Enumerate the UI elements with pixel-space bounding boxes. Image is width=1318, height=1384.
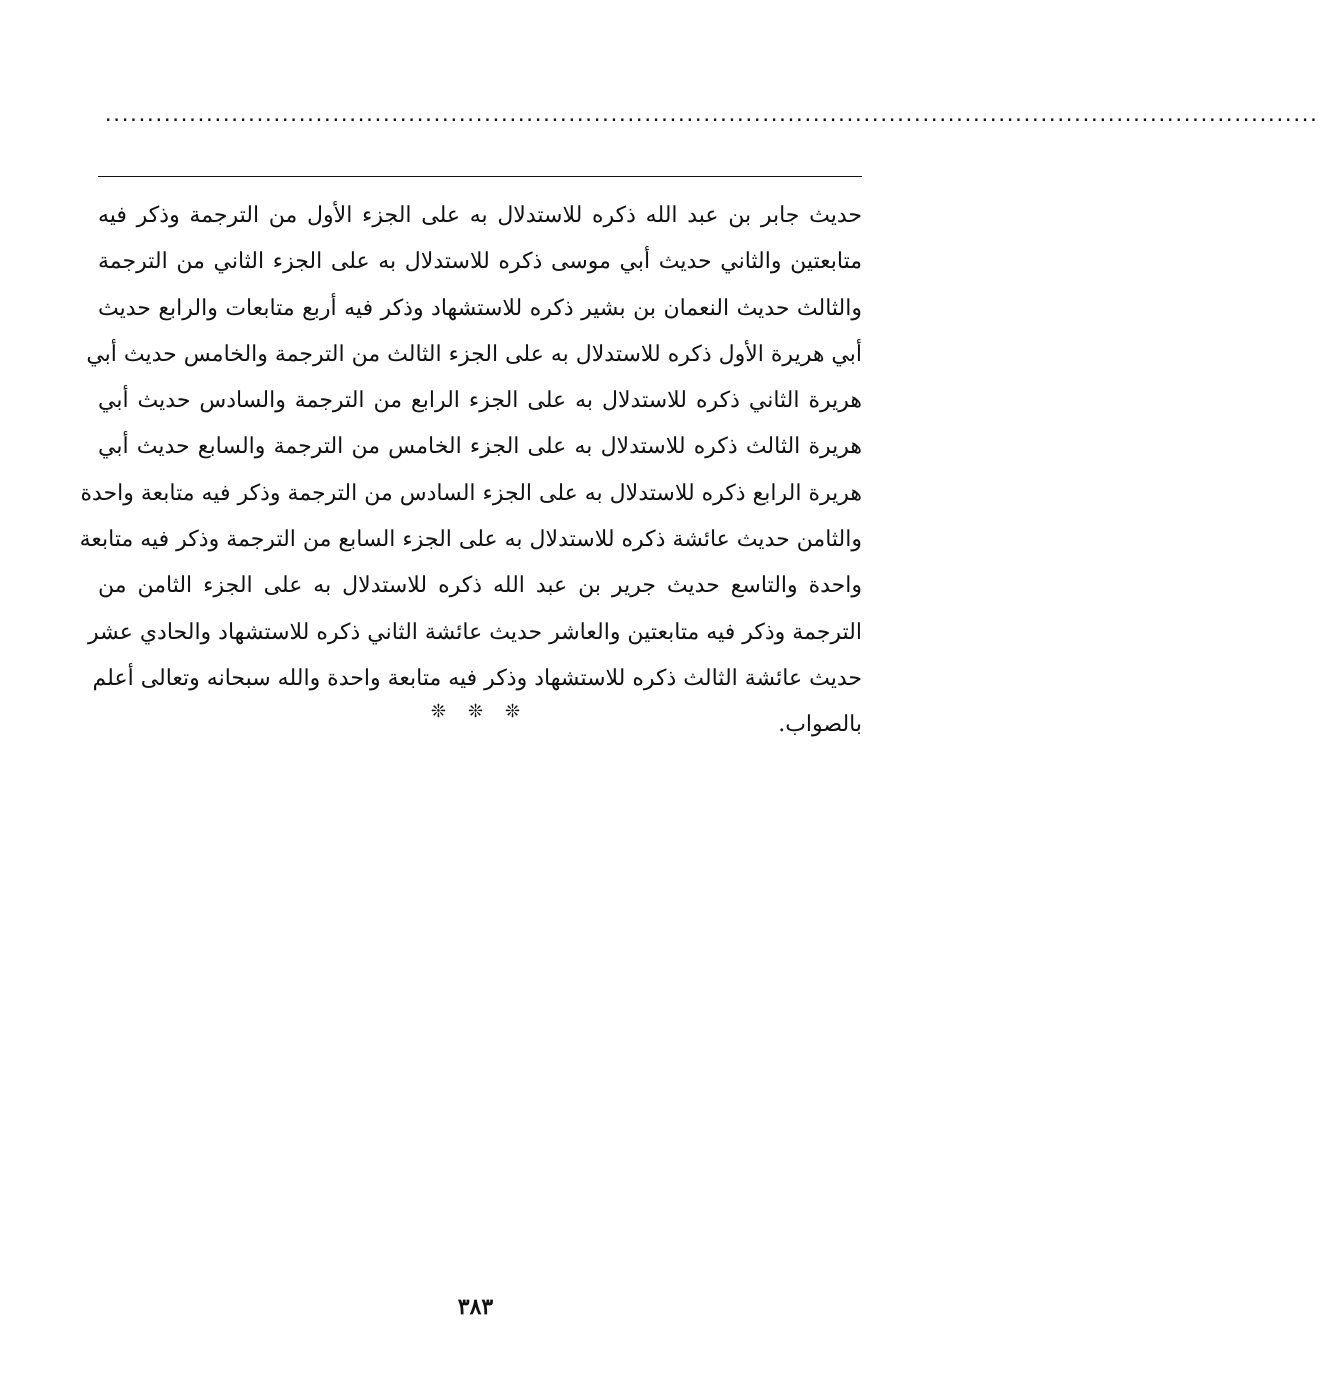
- body-line: حديث جابر بن عبد الله ذكره للاستدلال به على الجزء الأول من الترجمة وذكر فيه: [98, 203, 862, 228]
- body-line: والثالث حديث النعمان بن بشير ذكره للاستشهاد وذكر فيه أربع متابعات والرابع حديث: [98, 295, 862, 321]
- body-line: هريرة الثالث ذكره للاستدلال به على الجزء الخامس من الترجمة والسابع حديث أبي: [98, 434, 862, 460]
- section-separator: ❊❊❊: [430, 701, 543, 722]
- body-line: بالصواب.: [778, 712, 862, 738]
- page-number: ٣٨٣: [457, 1294, 494, 1320]
- body-line: أبي هريرة الأول ذكره للاستدلال به على الجزء الثالث من الترجمة والخامس حديث أبي: [86, 341, 862, 367]
- body-line: الترجمة وذكر فيه متابعتين والعاشر حديث عائشة الثاني ذكره للاستشهاد والحادي عشر: [87, 619, 862, 645]
- dotted-leader-line: ................................................................................................................................................: [104, 109, 1318, 125]
- body-line: متابعتين والثاني حديث أبي موسى ذكره للاستدلال به على الجزء الثاني من الترجمة: [98, 249, 862, 275]
- body-line: والثامن حديث عائشة ذكره للاستدلال به على الجزء السابع من الترجمة وذكر فيه متابعة: [79, 527, 862, 553]
- horizontal-rule: [98, 176, 862, 177]
- body-line: هريرة الرابع ذكره للاستدلال به على الجزء السادس من الترجمة وذكر فيه متابعة واحدة: [80, 480, 862, 506]
- body-line: حديث عائشة الثالث ذكره للاستشهاد وذكر فيه متابعة واحدة والله سبحانه وتعالى أعلم: [92, 665, 862, 691]
- body-line: واحدة والتاسع حديث جرير بن عبد الله ذكره للاستدلال به على الجزء الثامن من: [98, 573, 862, 599]
- body-line: هريرة الثاني ذكره للاستدلال به على الجزء الرابع من الترجمة والسادس حديث أبي: [98, 388, 862, 414]
- body-paragraph: [79, 193, 862, 749]
